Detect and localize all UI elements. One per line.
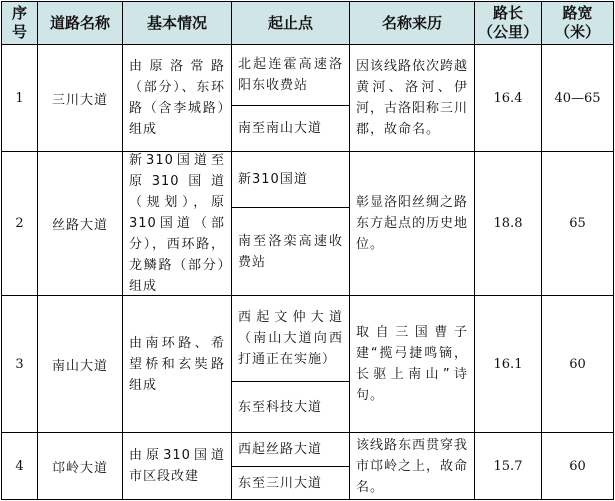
row-4-seq: 4 [15,458,24,474]
row-3-origin: 取自三国曹子建“揽弓捷鸣镝，长驱上南山”诗句。 [356,325,468,403]
header-seq-line2: 号 [11,23,27,41]
road-naming-table [1,1,614,500]
row-4-name: 邙岭大道 [51,460,108,476]
grid-line [1,499,614,500]
row-2-seq: 2 [15,216,24,231]
header-origin [350,2,474,44]
row-1-width: 40—65 [554,90,601,106]
row-3-length: 16.1 [493,356,523,372]
header-width-line2: （米） [554,23,600,41]
row-4-end: 东至三川大道 [238,475,323,491]
grid-line [613,1,614,500]
header-length-line1: 路长 [492,4,523,22]
header-length-line2: （公里） [477,23,538,41]
row-4-width: 60 [569,458,586,474]
row-1-start: 北起连霍高速洛阳东收费站 [238,57,343,93]
row-2-origin: 彰显洛阳丝绸之路东方起点的历史地位。 [356,195,469,252]
header-endpoints [232,2,349,44]
header-situation-label: 基本情况 [146,13,207,32]
row-1-seq: 1 [15,90,24,106]
row-4-situation: 由原310国道市区段改建 [129,448,225,484]
header-width-line1: 路宽 [562,4,593,22]
row-2-width: 65 [569,216,586,231]
header-seq-line1: 序 [11,4,27,22]
row-3-seq: 3 [15,356,24,372]
row-1-end: 南至南山大道 [238,121,323,136]
row-2-end: 南至洛栾高速收费站 [238,233,343,270]
row-3-start: 西起文仲大道（南山大道向西打通正在实施） [238,310,343,367]
row-4-length: 15.7 [493,458,523,474]
header-length [475,2,541,44]
row-3-width: 60 [569,356,586,372]
row-4-start: 西起丝路大道 [238,442,323,457]
header-name [38,2,122,44]
row-2-length: 18.8 [493,216,523,231]
row-1-name: 三川大道 [51,92,108,108]
row-2-situation: 新310国道至原310国道（规划），原310国道（部分），西环路，龙鳞路（部分）组成 [129,153,225,294]
header-origin-label: 名称来历 [381,13,442,32]
row-4-origin: 该线路东西贯穿我市邙岭之上，故命名。 [356,437,469,495]
row-2-name: 丝路大道 [51,218,108,233]
row-2-start: 新310国道 [238,172,308,187]
header-situation [123,2,231,44]
header-endpoints-label: 起止点 [267,13,313,32]
header-width [542,2,613,44]
row-3-name: 南山大道 [51,358,108,374]
row-1-situation: 由原洛常路（部分）、东环路（含李城路）组成 [129,59,225,137]
header-name-label: 道路名称 [49,13,110,32]
row-1-length: 16.4 [493,90,523,106]
row-1-origin: 因该线路依次跨越黄河、洛河、伊河，古洛阳称三川郡，故命名。 [356,59,469,137]
row-3-end: 东至科技大道 [238,399,323,415]
header-seq [2,2,37,44]
row-3-situation: 由南环路、希望桥和玄奘路组成 [129,335,225,393]
